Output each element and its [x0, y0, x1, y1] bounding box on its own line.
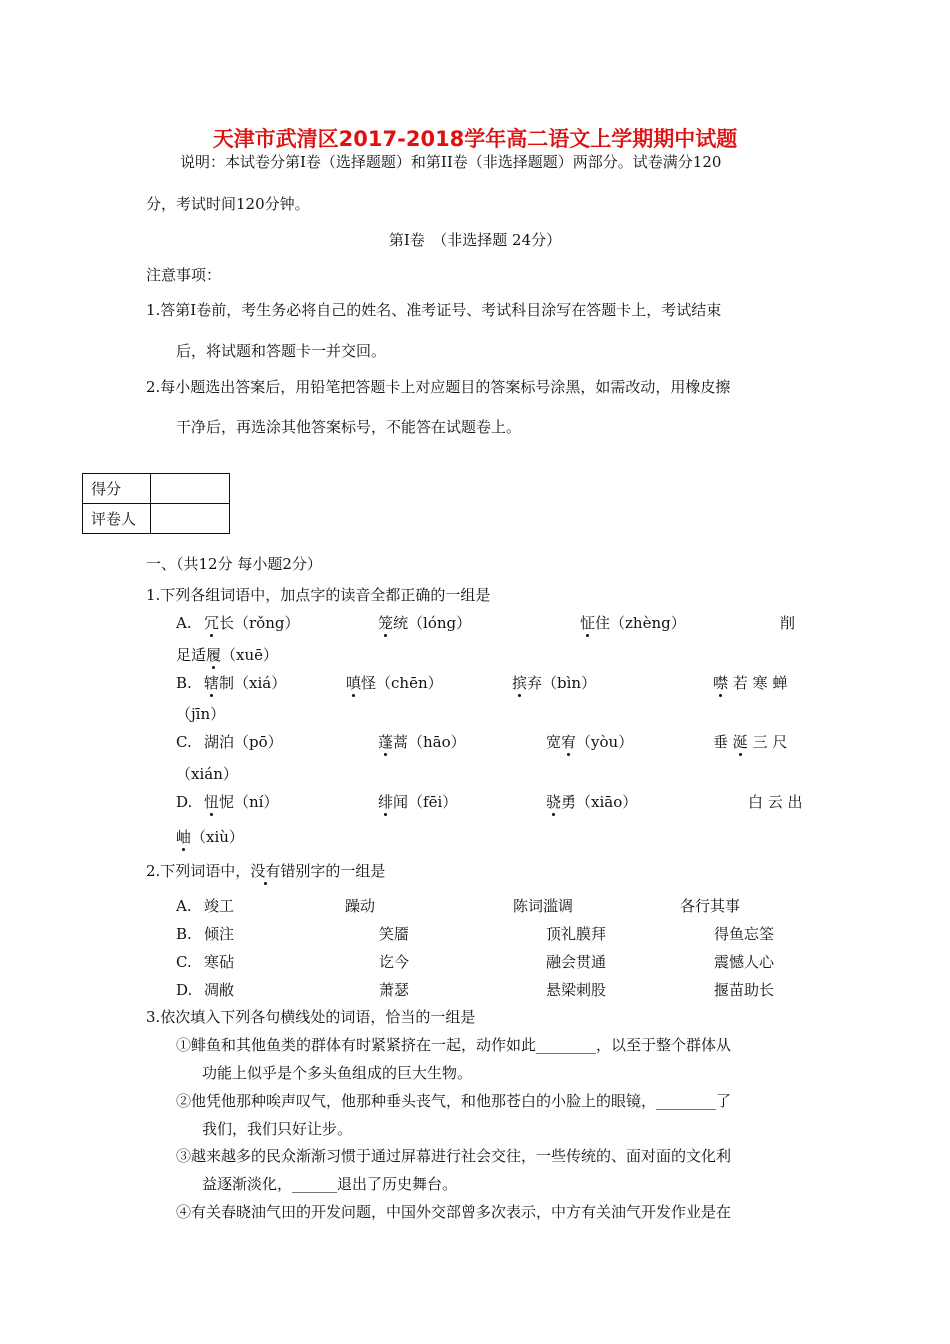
q1-d-word-3-rest: 勇（xiāo） [561, 793, 638, 811]
dotted-char: 笼 [378, 614, 394, 632]
q3-stem: 3.依次填入下列各句横线处的词语，恰当的一组是 [146, 1008, 476, 1026]
q2-row-d-w1: 凋敝 [204, 981, 235, 999]
q1-a-word-4-end [176, 644, 278, 666]
q1-a-word-4-mid: 足适 [176, 646, 207, 664]
q1-a-word-2 [378, 612, 471, 634]
exam-title: 天津市武清区2017-2018学年高二语文上学期期中试题 [212, 127, 738, 151]
notice-line-4: 干净后，再选涂其他答案标号，不能答在试题卷上。 [176, 418, 522, 436]
q1-stem: 1.下列各组词语中，加点字的读音全都正确的一组是 [146, 586, 491, 604]
notice-label: 注意事项： [146, 266, 222, 284]
q2-row-b-w1: 倾注 [204, 925, 235, 943]
q2-stem-post: 错别字的一组是 [280, 862, 386, 880]
q1-b-word-2 [346, 672, 443, 694]
q2-row-a-w2: 躁动 [345, 897, 376, 915]
q2-row-b-label: B. [176, 925, 192, 943]
q1-b-word-1-rest: 制（xiá） [219, 674, 287, 692]
q1-d-word-2 [378, 791, 457, 813]
q1-c-word-4-rest: 三 尺 [752, 733, 788, 751]
q1-c-word-3-pinyin: （yòu） [576, 733, 634, 751]
q3-line-4: 我们，我们只好让步。 [202, 1120, 353, 1138]
q1-c-word-4-pinyin: （xián） [176, 765, 238, 783]
q2-row-d-w4: 揠苗助长 [714, 981, 775, 999]
q2-stem-pre: 2.下列词语中， [146, 862, 251, 880]
q2-row-c-w1: 寒砧 [204, 953, 235, 971]
q2-row-d-label: D. [176, 981, 193, 999]
q1-option-b-label: B. [176, 674, 192, 692]
dotted-char: 涎 [732, 733, 748, 751]
q3-line-3: ②他凭他那种唉声叹气，他那种垂头丧气，和他那苍白的小脸上的眼镜，________了 [176, 1092, 732, 1110]
dotted-char: 怔 [580, 614, 596, 632]
q1-a-word-1 [204, 612, 299, 634]
q2-row-b-w4: 得鱼忘筌 [714, 925, 775, 943]
dotted-char: 履 [206, 646, 222, 664]
q3-line-6: 益逐渐淡化，______退出了历史舞台。 [202, 1175, 458, 1193]
q1-d-word-4-start: 白 云 出 [748, 793, 803, 811]
intro-line-1: 说明：本试卷分第I卷（选择题题）和第II卷（非选择题题）两部分。试卷满分120 [180, 153, 722, 171]
q1-c-word-1: 湖泊（pō） [204, 733, 283, 751]
q2-row-c-w2: 讫今 [379, 953, 410, 971]
dotted-char: 蓬 [378, 733, 394, 751]
q1-c-word-3-first: 宽 [546, 733, 562, 751]
q2-row-c-w3: 融会贯通 [546, 953, 607, 971]
q1-b-word-3-rest: 弃（bìn） [527, 674, 597, 692]
q1-d-word-3 [546, 791, 637, 813]
q2-row-b-w2: 笑靥 [379, 925, 410, 943]
dotted-char: 嗔 [346, 674, 362, 692]
q1-a-word-1-rest: 长（rǒng） [219, 614, 300, 632]
dotted-char: 噤 [713, 674, 729, 692]
notice-line-2: 后，将试题和答题卡一并交回。 [176, 342, 387, 360]
q1-a-word-3-rest: 住（zhèng） [595, 614, 686, 632]
notice-line-1: 1.答第I卷前，考生务必将自己的姓名、准考证号、考试科目涂写在答题卡上，考试结束 [146, 301, 722, 319]
q1-c-word-2 [378, 731, 466, 753]
q3-line-1: ①鲱鱼和其他鱼类的群体有时紧紧挤在一起，动作如此________，以至于整个群体从 [176, 1036, 732, 1054]
dotted-char: 摈 [512, 674, 528, 692]
q2-row-a-w1: 竣工 [204, 897, 235, 915]
dotted-char: 宥 [561, 733, 577, 751]
q3-line-2: 功能上似乎是个多头鱼组成的巨大生物。 [202, 1064, 473, 1082]
q1-b-word-4-pinyin: （jīn） [176, 705, 226, 723]
q1-a-word-2-rest: 统（lóng） [393, 614, 472, 632]
q1-c-word-2-rest: 蒿（hāo） [393, 733, 466, 751]
dotted-char: 岫 [176, 828, 192, 846]
q2-row-b-w3: 顶礼膜拜 [546, 925, 607, 943]
q2-row-a-label: A. [176, 897, 192, 915]
q1-d-word-2-rest: 闻（fēi） [393, 793, 458, 811]
q3-line-7: ④有关春晓油气田的开发问题，中国外交部曾多次表示，中方有关油气开发作业是在 [176, 1203, 732, 1221]
q2-row-c-label: C. [176, 953, 192, 971]
q2-row-a-w4: 各行其事 [680, 897, 741, 915]
dotted-char: 辖 [204, 674, 220, 692]
dotted-char: 忸 [204, 793, 220, 811]
grader-cell [151, 504, 230, 534]
score-cell [151, 474, 230, 504]
q1-b-word-4 [713, 672, 787, 694]
q1-b-word-3 [512, 672, 596, 694]
q1-option-a-label: A. [176, 614, 192, 632]
dotted-char: 绯 [378, 793, 394, 811]
q2-stem [146, 860, 385, 882]
score-table [82, 473, 230, 534]
part1-heading: 一、（共12分 每小题2分） [146, 555, 322, 573]
section-title: 第I卷 （非选择题 24分） [388, 231, 562, 249]
q2-row-c-w4: 震憾人心 [714, 953, 775, 971]
q1-c-word-4 [713, 731, 787, 753]
q1-d-word-1 [204, 791, 278, 813]
q1-a-word-3 [580, 612, 686, 634]
q1-d-word-4-pinyin: （xiù） [191, 828, 244, 846]
grader-label: 评卷人 [83, 504, 151, 534]
q1-b-word-1 [204, 672, 286, 694]
dotted-char: 冗 [204, 614, 220, 632]
q1-c-word-4-first: 垂 [713, 733, 729, 751]
q2-row-d-w3: 悬梁刺股 [546, 981, 607, 999]
intro-line-2: 分，考试时间120分钟。 [146, 195, 310, 213]
dotted-word: 没有 [250, 862, 281, 880]
score-label: 得分 [83, 474, 151, 504]
q1-d-word-4-end [176, 826, 244, 848]
notice-line-3: 2.每小题选出答案后，用铅笔把答题卡上对应题目的答案标号涂黑，如需改动，用橡皮擦 [146, 378, 731, 396]
q1-d-word-1-rest: 怩（ní） [219, 793, 279, 811]
q1-b-word-4-rest: 若 寒 蝉 [732, 674, 788, 692]
dotted-char: 骁 [546, 793, 562, 811]
q1-c-word-3 [546, 731, 633, 753]
q1-b-word-2-rest: 怪（chēn） [361, 674, 443, 692]
q1-option-c-label: C. [176, 733, 192, 751]
q1-a-word-4-pinyin: （xuē） [221, 646, 279, 664]
q3-line-5: ③越来越多的民众渐渐习惯于通过屏幕进行社会交往，一些传统的、面对面的文化利 [176, 1147, 732, 1165]
q2-row-d-w2: 萧瑟 [379, 981, 410, 999]
q2-row-a-w3: 陈词滥调 [513, 897, 574, 915]
q1-a-word-4-start: 削 [780, 614, 796, 632]
q1-option-d-label: D. [176, 793, 193, 811]
